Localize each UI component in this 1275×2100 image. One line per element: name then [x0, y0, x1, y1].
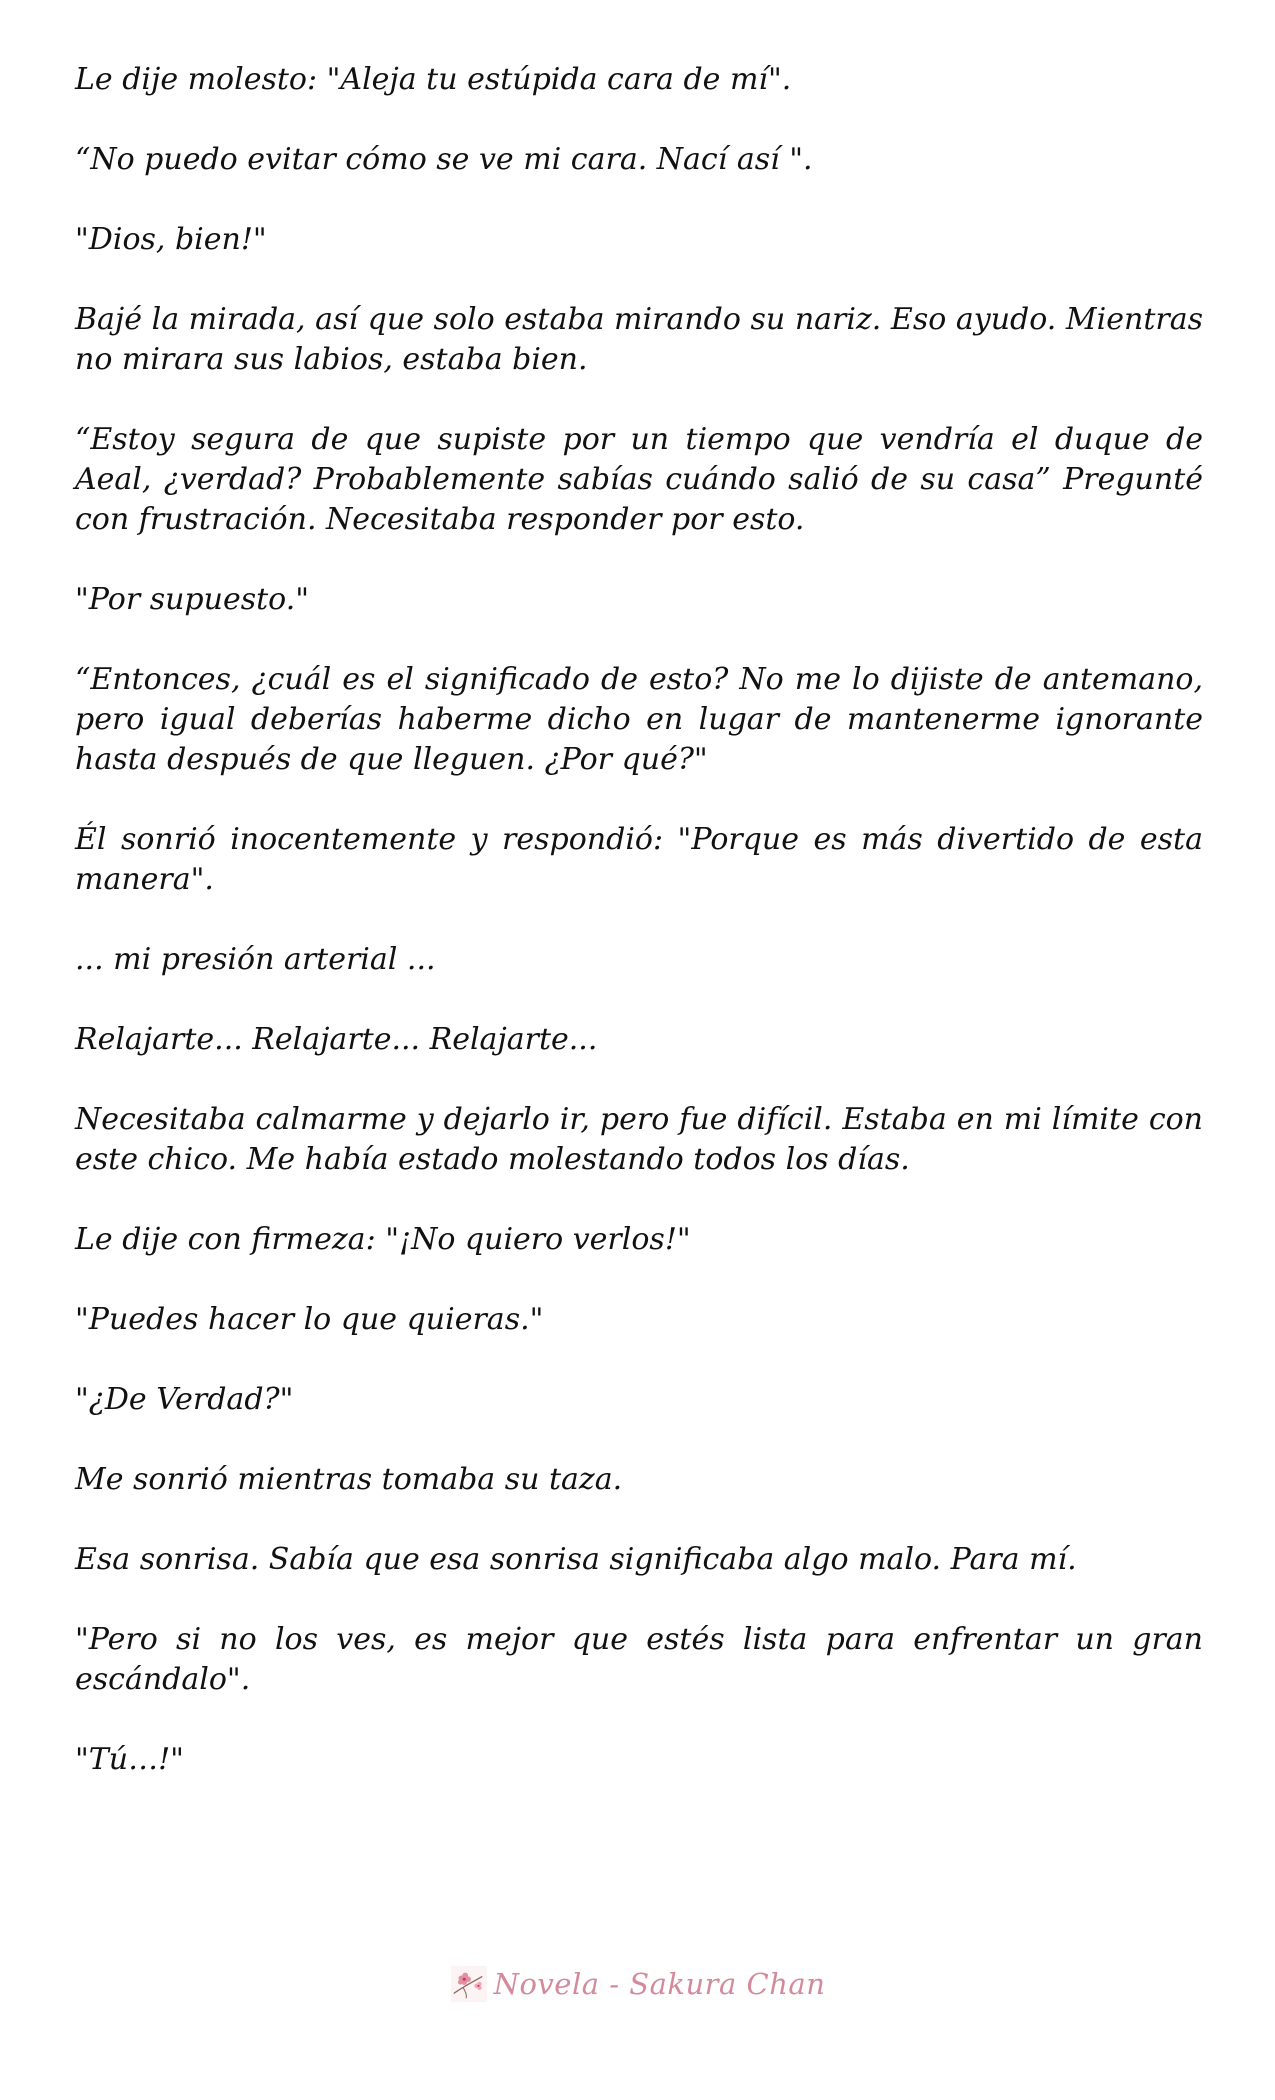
paragraph-9: ... mi presión arterial ...: [75, 942, 436, 977]
paragraph-18: "Tú…!": [75, 1742, 184, 1777]
paragraph-15: Me sonrió mientras tomaba su taza.: [75, 1462, 623, 1497]
paragraph-5: “Estoy segura de que supiste por un tiempo que vendría el duque de Aeal, ¿verdad? Probablemente sabías cuándo salió de su casa” Pregunté con frustración. Necesitaba responder por esto.: [75, 422, 1203, 537]
footer: [0, 1965, 1275, 2003]
document-body: [75, 60, 1203, 1820]
paragraph-11: Necesitaba calmarme y dejarlo ir, pero fue difícil. Estaba en mi límite con este chico. Me había estado molestando todos los días.: [75, 1102, 1203, 1177]
paragraph-14: "¿De Verdad?": [75, 1382, 294, 1417]
paragraph-17: "Pero si no los ves, es mejor que estés lista para enfrentar un gran escándalo".: [75, 1622, 1203, 1697]
watermark-text: Novela - Sakura Chan: [493, 1967, 826, 2001]
paragraph-3: "Dios, bien!": [75, 222, 267, 257]
paragraph-8: Él sonrió inocentemente y respondió: "Porque es más divertido de esta manera".: [75, 822, 1203, 897]
watermark: [450, 1965, 826, 2003]
paragraph-16: Esa sonrisa. Sabía que esa sonrisa significaba algo malo. Para mí.: [75, 1542, 1077, 1577]
paragraph-12: Le dije con firmeza: "¡No quiero verlos!": [75, 1222, 691, 1257]
paragraph-1: Le dije molesto: "Aleja tu estúpida cara de mí".: [75, 62, 792, 97]
paragraph-4: Bajé la mirada, así que solo estaba mirando su nariz. Eso ayudo. Mientras no mirara sus labios, estaba bien.: [75, 302, 1203, 377]
paragraph-2: “No puedo evitar cómo se ve mi cara. Nací así ".: [75, 142, 813, 177]
paragraph-6: "Por supuesto.": [75, 582, 310, 617]
paragraph-7: “Entonces, ¿cuál es el significado de esto? No me lo dijiste de antemano, pero igual deberías haberme dicho en lugar de mantenerme ignorante hasta después de que lleguen. ¿Por qué?": [75, 662, 1203, 777]
cherry-blossom-icon: [450, 1965, 488, 2003]
paragraph-13: "Puedes hacer lo que quieras.": [75, 1302, 544, 1337]
paragraph-10: Relajarte... Relajarte... Relajarte...: [75, 1022, 598, 1057]
